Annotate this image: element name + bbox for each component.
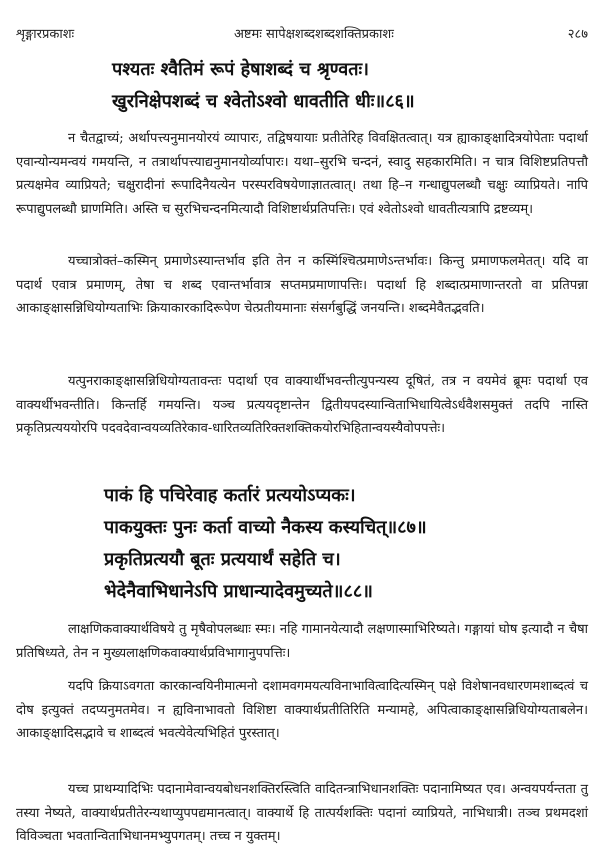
page-header xyxy=(16,24,588,44)
verse-line: खुरनिक्षेपशब्दं च श्वेतोऽश्वो धावतीति धीः॥८६॥ xyxy=(112,91,415,112)
verse-line: पाकं हि पचिरेवाह कर्तारं प्रत्ययोऽप्यकः। xyxy=(104,485,356,506)
verse-87 xyxy=(104,480,427,544)
running-head-book-title: शृङ्गारप्रकाशः xyxy=(16,27,75,42)
page-number: २८७ xyxy=(567,27,588,42)
verse-88 xyxy=(104,544,373,608)
paragraph: यदपि क्रियाऽवगता कारकान्वयिनीमात्मनो दशामवगमयत्यविनाभावित्वादित्यस्मिन् पक्षे विशेषानवधारणमशाब्दत्वं च दोष इत्युक्तं तदप्यनुमतमेव। न ह्यविनाभावतो विशिष्टा वाक्यार्थप्रतीतिरिति मन्यामहे, अपित्वाकाङ्क्षासन्निधियोग्यताबलेन। आकाङ्क्षादिसद्भावे च शाब्दत्वं भवत्येवेत्यभिहितं पुरस्तात्। xyxy=(16,679,588,741)
verse-86 xyxy=(112,54,415,118)
paragraph: यच्चात्रोक्तं–कस्मिन् प्रमाणेऽस्यान्तर्भाव इति तेन न कस्मिंश्चित्प्रमाणेऽन्तर्भावः। किन्तु प्रमाणफलमेतत्। यदि वा पदार्थ एवात्र प्रमाणम्, तेषा च शब्द एवान्तर्भावात्र सप्तमप्रमाणापत्तिः। पदार्था हि शब्दात्प्रमाणान्तरतो वा प्रतिपन्ना आकाङ्क्षासन्निधियोग्यताभिः क्रियाकारकादिरूपेण चेत्प्रतीयमानाः संसर्गबुद्धिं जनयन्ति। शब्दमेवैतद्भवति। xyxy=(16,254,588,316)
paragraph: लाक्षणिकवाक्यार्थविषये तु मृषैवोपलब्धाः स्मः। नहि गामानयेत्यादौ लक्षणास्माभिरिष्यते। गङ्गायां घोष इत्यादौ न चैषा प्रतिषिध्यते, तेन न मुख्यलाक्षणिकवाक्यार्थप्रविभागानुपपत्तिः। xyxy=(16,622,588,661)
verse-line: प्रकृतिप्रत्ययौ बूतः प्रत्ययार्थं सहेति च। xyxy=(104,549,341,570)
running-head-chapter-title: अष्टमः सापेक्षशब्दशब्दशक्तिप्रकाशः xyxy=(234,27,394,42)
paragraph: यत्पुनराकाङ्क्षासन्निधियोग्यतावन्तः पदार्था एव वाक्यार्थीभवन्तीत्युपन्यस्य दूषितं, तत्र न वयमेवं ब्रूमः पदार्था एव वाक्यर्थीभवन्तीति। किन्तर्हि गमयन्ति। यञ्च प्रत्ययदृष्टान्तेन द्वितीयपदस्यान्विताभिधायित्वेऽर्धवैशसमुक्तं तदपि नास्ति प्रकृतिप्रत्यययोरपि पदवदेवान्वयव्यतिरेकाव-धारितव्यतिरिक्तशक्तिकयोरभिहितान्वयस्यैवोपपत्तेः। xyxy=(16,374,588,436)
verse-line: भेदेनैवाभिधानेऽपि प्राधान्यादेवमुच्यते॥८८॥ xyxy=(104,581,373,602)
verse-line: पश्यतः श्वैतिमं रूपं हेषाशब्दं च श्रृण्वतः। xyxy=(112,59,369,80)
verse-line: पाकयुक्तः पुनः कर्ता वाच्यो नैकस्य कस्यचित्॥८७॥ xyxy=(104,517,427,538)
paragraph: यच्च प्राथम्यादिभिः पदानामेवान्वयबोधनशक्तिरस्त्विति वादितन्त्राभिधानशक्तिः पदानामिष्यत एव। अन्वयपर्यन्तता तु तस्या नेष्यते, वाक्यार्थप्रतीतेरन्यथाप्युपपद्यमानत्वात्। वाक्यार्थे हि तात्पर्यशक्तिः पदानां व्याप्रियते, नाभिधात्री। तञ्च प्रथमदशां विविञ्चता भवतान्विताभिधानमभ्युपगतम्। तच्च न युक्तम्। xyxy=(16,782,588,844)
paragraph: न चैतद्वाच्यं; अर्थापत्त्यनुमानयोरयं व्यापारः, तद्विषयायाः प्रतीतेरिह विवक्षितत्वात्। यत्र ह्याकाङ्क्षादित्रयोपेताः पदार्था एवान्योन्यमन्वयं गमयन्ति, न तत्रार्थापत्त्याद्यनुमानयोर्व्यापारः। यथा–सुरभि चन्दनं, स्वादु सहकारमिति। न चात्र विशिष्टप्रतिपत्तौ प्रत्यक्षमेव व्याप्रियते; चक्षुरादीनां रूपादिनैयत्येन परस्परविषयेणाज्ञातत्वात्। तथा हि–न गन्धाद्युपलब्धौ चक्षुः व्याप्रियते। नापि रूपाद्युपलब्धौ घ्राणमिति। अस्ति च सुरभिचन्दनमित्यादौ विशिष्टार्थप्रतिपत्तिः। एवं श्वेतोऽश्वो धावतीत्यत्रापि द्रष्टव्यम्। xyxy=(16,131,588,217)
